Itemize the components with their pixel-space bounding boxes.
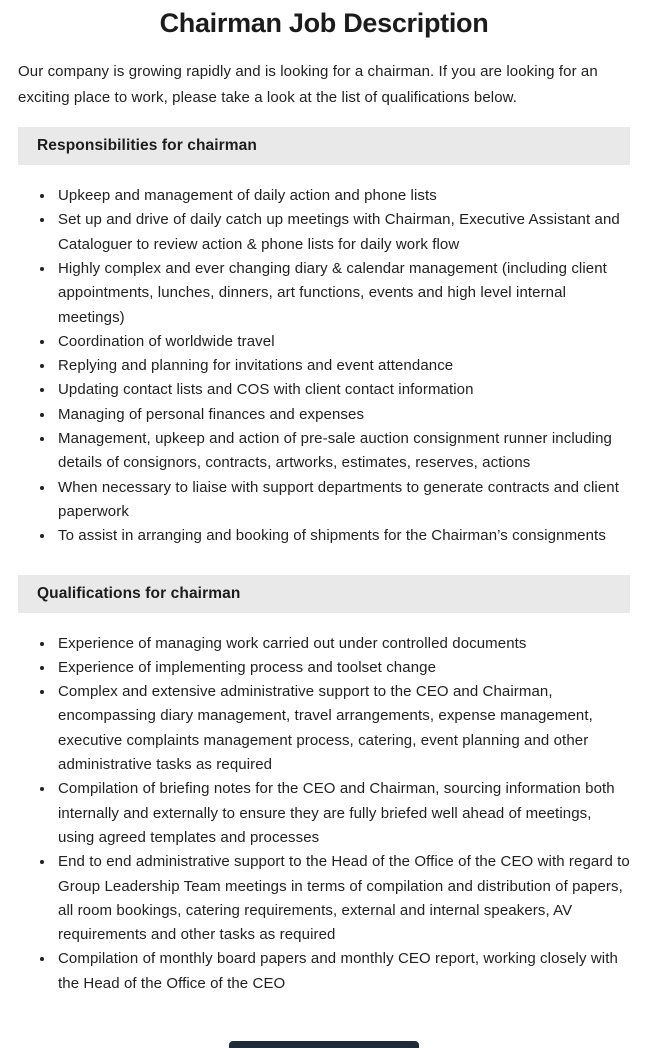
list-item: • Set up and drive of daily catch up meetings with Chairman, Executive Assistant and Cataloguer to review action & phone lists for daily work flow (55, 208, 630, 257)
responsibilities-list (18, 184, 630, 548)
list-item: • Coordination of worldwide travel (55, 330, 630, 354)
page-title: Chairman Job Description (159, 8, 489, 38)
list-item: • Highly complex and ever changing diary & calendar management (including client appointments, lunches, dinners, art functions, events and high level internal meetings) (55, 257, 630, 330)
list-item: • End to end administrative support to the Head of the Office of the CEO with regard to Group Leadership Team meetings in terms of compilation and distribution of papers, all room bookings, catering requirements, external and internal speakers, AV requirements and other tasks as required (55, 850, 630, 947)
qualifications-list (18, 632, 630, 996)
home-indicator-bar (229, 1041, 419, 1048)
list-item: • Managing of personal finances and expenses (55, 403, 630, 427)
list-item: • Replying and planning for invitations and event attendance (55, 354, 630, 378)
list-item: • Experience of managing work carried out under controlled documents (55, 632, 630, 656)
list-item: • Experience of implementing process and toolset change (55, 656, 630, 680)
list-item: • Upkeep and management of daily action and phone lists (55, 184, 630, 208)
list-item: • Compilation of monthly board papers and monthly CEO report, working closely with the Head of the Office of the CEO (55, 947, 630, 996)
list-item: • When necessary to liaise with support departments to generate contracts and client paperwork (55, 476, 630, 525)
section-header-qualifications: Qualifications for chairman (18, 575, 630, 613)
list-item: • Complex and extensive administrative support to the CEO and Chairman, encompassing diary management, travel arrangements, expense management, executive complaints management process, catering, event planning and other administrative tasks as required (55, 680, 630, 777)
list-item: • Compilation of briefing notes for the CEO and Chairman, sourcing information both internally and externally to ensure they are fully briefed well ahead of meetings, using agreed templates and processes (55, 777, 630, 850)
list-item: • To assist in arranging and booking of shipments for the Chairman’s consignments (55, 524, 630, 548)
list-item: • Management, upkeep and action of pre-sale auction consignment runner including details of consignors, contracts, artworks, estimates, reserves, actions (55, 427, 630, 476)
section-header-responsibilities: Responsibilities for chairman (18, 127, 630, 165)
list-item: • Updating contact lists and COS with client contact information (55, 378, 630, 402)
intro-paragraph: Our company is growing rapidly and is looking for a chairman. If you are looking for an exciting place to work, please take a look at the list of qualifications below. (18, 63, 598, 107)
